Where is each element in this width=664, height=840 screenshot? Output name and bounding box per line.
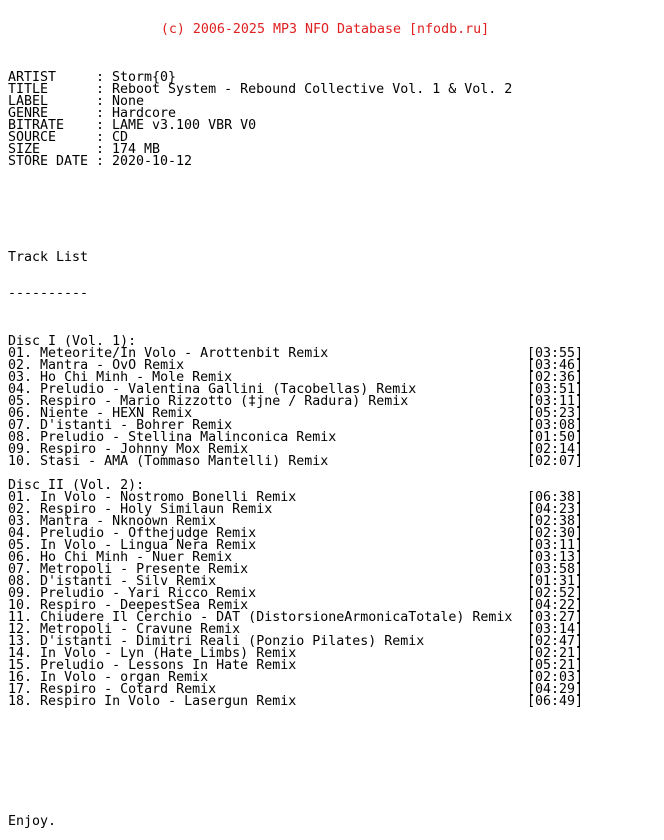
tag-row-label: [8, 96, 658, 108]
track-title: Ho Chi Minh - Mole Remix: [40, 370, 233, 385]
track-number: 11.: [8, 610, 33, 625]
tag-key: SIZE: [8, 142, 41, 157]
tag-separator: :: [96, 106, 105, 121]
track-title: Niente - HEXN Remix: [40, 406, 193, 421]
track-number: 14.: [8, 646, 33, 661]
track-title: Mantra - OvO Remix: [40, 358, 185, 373]
track-title: Respiro - Cotard Remix: [40, 682, 217, 697]
tag-separator: :: [96, 142, 105, 157]
track-title: Chiudere Il Cerchio - DAT (DistorsioneArmonicaTotale) Remix: [40, 610, 513, 625]
track-row: [8, 456, 658, 468]
tag-row-title: [8, 84, 658, 96]
tag-separator: :: [96, 154, 105, 169]
tag-separator: :: [96, 82, 105, 97]
tag-row-source: [8, 132, 658, 144]
track-number: 02.: [8, 358, 33, 373]
track-row: [8, 696, 658, 708]
tag-value: None: [112, 94, 145, 109]
track-number: 07.: [8, 418, 33, 433]
tag-separator: :: [96, 70, 105, 85]
track-title: Preludio - Ofthejudge Remix: [40, 526, 257, 541]
track-title: Respiro - Holy Similaun Remix: [40, 502, 273, 517]
track-number: 12.: [8, 622, 33, 637]
disc-title: Disc II (Vol. 2):: [8, 478, 145, 493]
track-number: 04.: [8, 382, 33, 397]
tag-value: CD: [112, 130, 129, 145]
track-duration: [03:11]: [527, 394, 584, 409]
track-duration: [02:36]: [527, 370, 584, 385]
track-title: In Volo - organ Remix: [40, 670, 209, 685]
track-title: Respiro - Johnny Mox Remix: [40, 442, 249, 457]
track-duration: [01:31]: [527, 574, 584, 589]
tag-value: Hardcore: [112, 106, 177, 121]
track-title: Preludio - Lessons In Hate Remix: [40, 658, 297, 673]
track-duration: [03:55]: [527, 346, 584, 361]
track-duration: [02:38]: [527, 514, 584, 529]
track-number: 09.: [8, 586, 33, 601]
tracklist-heading: Track List: [8, 250, 89, 265]
track-title: Mantra - Nknoown Remix: [40, 514, 217, 529]
tag-row-genre: [8, 108, 658, 120]
banner-link[interactable]: (c) 2006-2025 MP3 NFO Database [nfodb.ru]: [160, 22, 490, 37]
track-number: 16.: [8, 670, 33, 685]
track-number: 18.: [8, 694, 33, 709]
track-number: 06.: [8, 406, 33, 421]
track-number: 15.: [8, 658, 33, 673]
tag-separator: :: [96, 130, 105, 145]
tag-separator: :: [96, 94, 105, 109]
track-number: 05.: [8, 394, 33, 409]
disc-list: [8, 336, 658, 708]
track-title: Preludio - Yari Ricco Remix: [40, 586, 257, 601]
track-title: Ho Chi Minh - Nuer Remix: [40, 550, 233, 565]
track-title: Respiro - Mario Rizzotto (‡jne / Radura) Remix: [40, 394, 409, 409]
track-title: Meteorite/In Volo - Arottenbit Remix: [40, 346, 329, 361]
track-number: 10.: [8, 598, 33, 613]
tag-key: BITRATE: [8, 118, 65, 133]
track-title: Metropoli - Presente Remix: [40, 562, 249, 577]
track-duration: [02:30]: [527, 526, 584, 541]
track-duration: [06:38]: [527, 490, 584, 505]
track-number: 10.: [8, 454, 33, 469]
track-duration: [03:27]: [527, 610, 584, 625]
tag-row-size: [8, 144, 658, 156]
tracklist-rule: ----------: [8, 286, 89, 301]
track-duration: [02:47]: [527, 634, 584, 649]
track-duration: [05:23]: [527, 406, 584, 421]
track-duration: [04:22]: [527, 598, 584, 613]
track-title: Respiro In Volo - Lasergun Remix: [40, 694, 297, 709]
track-number: 08.: [8, 574, 33, 589]
track-number: 13.: [8, 634, 33, 649]
nfo-document: [8, 0, 658, 840]
track-number: 01.: [8, 490, 33, 505]
tag-block: [8, 72, 658, 168]
track-duration: [03:14]: [527, 622, 584, 637]
track-duration: [02:52]: [527, 586, 584, 601]
track-duration: [03:13]: [527, 550, 584, 565]
track-duration: [06:49]: [527, 694, 584, 709]
track-title: D'istanti - Silv Remix: [40, 574, 217, 589]
tag-key: STORE DATE: [8, 154, 89, 169]
tag-key: LABEL: [8, 94, 49, 109]
track-number: 08.: [8, 430, 33, 445]
track-title: In Volo - Lyn (Hate Limbs) Remix: [40, 646, 297, 661]
track-number: 03.: [8, 370, 33, 385]
tag-row-store-date: [8, 156, 658, 168]
track-duration: [02:14]: [527, 442, 584, 457]
track-number: 09.: [8, 442, 33, 457]
track-duration: [02:21]: [527, 646, 584, 661]
tag-key: SOURCE: [8, 130, 57, 145]
track-duration: [02:07]: [527, 454, 584, 469]
track-number: 01.: [8, 346, 33, 361]
track-duration: [03:11]: [527, 538, 584, 553]
track-duration: [04:23]: [527, 502, 584, 517]
spacer: [8, 780, 658, 792]
track-title: Preludio - Valentina Gallini (Tacobellas) Remix: [40, 382, 417, 397]
spacer: [8, 744, 658, 756]
tag-value: LAME v3.100 VBR V0: [112, 118, 257, 133]
track-title: Metropoli - Cravune Remix: [40, 622, 241, 637]
track-number: 07.: [8, 562, 33, 577]
track-number: 04.: [8, 526, 33, 541]
track-number: 02.: [8, 502, 33, 517]
track-title: Stasi - AMA (Tommaso Mantelli) Remix: [40, 454, 329, 469]
track-number: 17.: [8, 682, 33, 697]
footer-text: Enjoy.: [8, 814, 57, 829]
track-duration: [03:51]: [527, 382, 584, 397]
track-title: Preludio - Stellina Malinconica Remix: [40, 430, 337, 445]
track-title: In Volo - Lingua Nera Remix: [40, 538, 257, 553]
track-title: D'istanti - Dimitri Reali (Ponzio Pilates) Remix: [40, 634, 425, 649]
track-duration: [04:29]: [527, 682, 584, 697]
track-duration: [03:58]: [527, 562, 584, 577]
track-duration: [05:21]: [527, 658, 584, 673]
track-duration: [01:50]: [527, 430, 584, 445]
track-number: 05.: [8, 538, 33, 553]
track-duration: [03:08]: [527, 418, 584, 433]
track-duration: [03:46]: [527, 358, 584, 373]
disc-title: Disc I (Vol. 1):: [8, 334, 137, 349]
track-number: 06.: [8, 550, 33, 565]
tag-row-bitrate: [8, 120, 658, 132]
tag-key: ARTIST: [8, 70, 57, 85]
tag-value: 174 MB: [112, 142, 161, 157]
spacer: [8, 204, 658, 216]
tag-value: Storm{0}: [112, 70, 177, 85]
track-title: D'istanti - Bohrer Remix: [40, 418, 233, 433]
track-title: In Volo - Nostromo Bonelli Remix: [40, 490, 297, 505]
track-number: 03.: [8, 514, 33, 529]
tag-key: TITLE: [8, 82, 49, 97]
tag-value: Reboot System - Rebound Collective Vol. 1 & Vol. 2: [112, 82, 513, 97]
tag-separator: :: [96, 118, 105, 133]
tag-key: GENRE: [8, 106, 49, 121]
track-duration: [02:03]: [527, 670, 584, 685]
track-title: Respiro - DeepestSea Remix: [40, 598, 249, 613]
tag-value: 2020-10-12: [112, 154, 193, 169]
